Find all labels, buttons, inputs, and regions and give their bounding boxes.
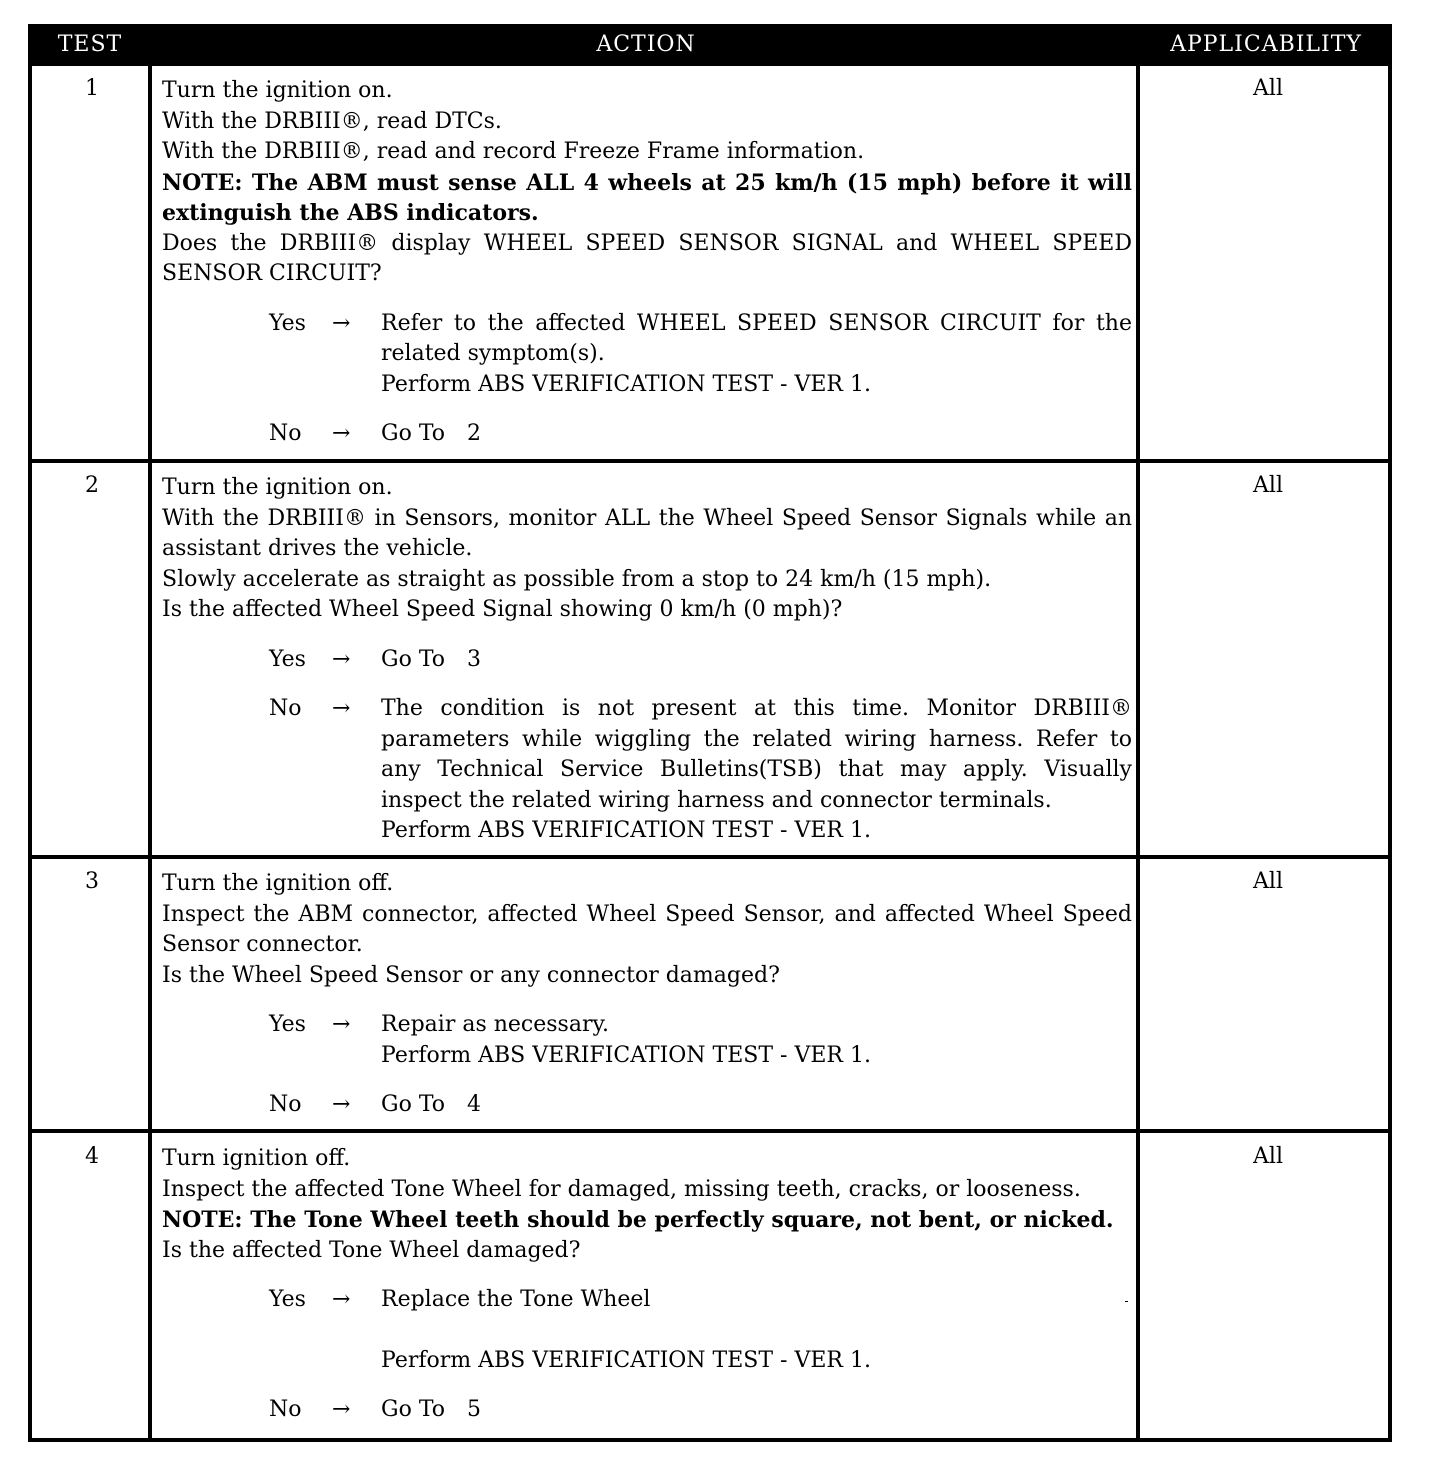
response-line: Refer to the affected WHEEL SPEED SENSOR CIRCUIT for the related symptom(s).: [381, 310, 1132, 366]
note-text: NOTE: The Tone Wheel teeth should be perfectly square, not bent, or nicked.: [162, 1207, 1114, 1233]
yes-label: Yes: [269, 646, 306, 672]
action-line: With the DRBIII®, read DTCs.: [162, 108, 502, 134]
table-header: [28, 24, 1392, 66]
row-divider: [32, 1129, 1388, 1133]
no-response: [162, 694, 1132, 847]
action-cell: [162, 473, 1132, 847]
arrow-icon: →: [332, 1397, 351, 1422]
arrow-icon: →: [332, 1092, 351, 1117]
action-line: Turn ignition off.: [162, 1146, 351, 1171]
goto-label: Go To: [381, 1092, 446, 1117]
action-line: Inspect the affected Tone Wheel for damaged, missing teeth, cracks, or looseness.: [162, 1176, 1081, 1202]
yes-response: [162, 309, 1132, 401]
stray-mark: [1125, 1301, 1128, 1302]
yes-label: Yes: [269, 1012, 306, 1037]
header-action: ACTION: [596, 32, 696, 57]
arrow-icon: →: [332, 1012, 351, 1037]
arrow-icon: →: [332, 646, 351, 672]
question-text: Does the DRBIII® display WHEEL SPEED SENSOR SIGNAL and WHEEL SPEED SENSOR CIRCUIT?: [162, 230, 1132, 286]
header-applicability: APPLICABILITY: [1170, 32, 1362, 57]
goto-number: 4: [467, 1092, 482, 1117]
applicability-cell: All: [1253, 76, 1283, 101]
action-line: Is the Wheel Speed Sensor or any connector damaged?: [162, 962, 780, 988]
action-line: Is the affected Wheel Speed Signal showing 0 km/h (0 mph)?: [162, 597, 843, 622]
response-line: Repair as necessary.: [381, 1012, 609, 1037]
response-line: Perform ABS VERIFICATION TEST - VER 1.: [381, 371, 871, 397]
arrow-icon: →: [332, 421, 351, 446]
goto-number: 2: [467, 421, 482, 446]
arrow-icon: →: [332, 696, 351, 721]
applicability-cell: All: [1253, 1144, 1283, 1169]
row-divider: [32, 459, 1388, 463]
no-label: No: [269, 1092, 302, 1117]
action-line: With the DRBIII®, read and record Freeze Frame information.: [162, 139, 865, 164]
action-line: Turn the ignition on.: [162, 78, 393, 103]
test-number: 1: [85, 76, 99, 101]
applicability-cell: All: [1253, 473, 1283, 498]
response-line: Perform ABS VERIFICATION TEST - VER 1.: [381, 818, 871, 843]
header-test: TEST: [57, 32, 123, 57]
no-response: [162, 419, 1132, 450]
arrow-icon: →: [332, 310, 351, 336]
yes-response: [162, 1285, 1132, 1376]
no-label: No: [269, 1397, 302, 1422]
yes-label: Yes: [269, 1287, 306, 1312]
arrow-icon: →: [332, 1287, 351, 1312]
goto-number: 3: [467, 646, 482, 672]
action-line: Inspect the ABM connector, affected Wheel Speed Sensor, and affected Wheel Speed Sensor connector.: [162, 901, 1132, 957]
action-line: Turn the ignition off.: [162, 871, 394, 896]
test-number: 4: [85, 1144, 99, 1169]
no-response: [162, 1090, 1132, 1121]
response-line: Perform ABS VERIFICATION TEST - VER 1.: [381, 1347, 871, 1373]
goto-number: 5: [467, 1397, 482, 1422]
yes-response: [162, 645, 1132, 676]
diagnostic-table: [28, 24, 1392, 1442]
response-line: The condition is not present at this time. Monitor DRBIII® parameters while wiggling the related wiring harness. Refer to any Technical Service Bulletins(TSB) that may apply. Visually inspect the related wiring harness and connector terminals.: [381, 696, 1132, 813]
action-cell: [162, 869, 1132, 1121]
goto-label: Go To: [381, 421, 446, 446]
action-line: Slowly accelerate as straight as possible from a stop to 24 km/h (15 mph).: [162, 566, 992, 592]
action-line: With the DRBIII® in Sensors, monitor ALL the Wheel Speed Sensor Signals while an assistant drives the vehicle.: [162, 505, 1132, 561]
goto-label: Go To: [381, 1397, 446, 1422]
goto-label: Go To: [381, 646, 446, 672]
test-number: 2: [85, 473, 99, 498]
column-divider: [148, 66, 152, 1438]
test-number: 3: [85, 869, 99, 894]
action-line: Turn the ignition on.: [162, 475, 393, 500]
yes-label: Yes: [269, 310, 306, 336]
note-text: NOTE: The ABM must sense ALL 4 wheels at 25 km/h (15 mph) before it will extinguish the ABS indicators.: [162, 169, 1132, 226]
no-label: No: [269, 696, 302, 721]
no-label: No: [269, 421, 302, 446]
row-divider: [32, 855, 1388, 859]
response-line: Perform ABS VERIFICATION TEST - VER 1.: [381, 1042, 871, 1068]
applicability-cell: All: [1253, 869, 1283, 894]
column-divider: [1136, 66, 1140, 1438]
yes-response: [162, 1010, 1132, 1071]
action-cell: [162, 76, 1132, 450]
action-cell: [162, 1144, 1132, 1426]
response-line: Replace the Tone Wheel: [381, 1287, 651, 1312]
no-response: [162, 1395, 1132, 1426]
question-text: Is the affected Tone Wheel damaged?: [162, 1237, 581, 1263]
